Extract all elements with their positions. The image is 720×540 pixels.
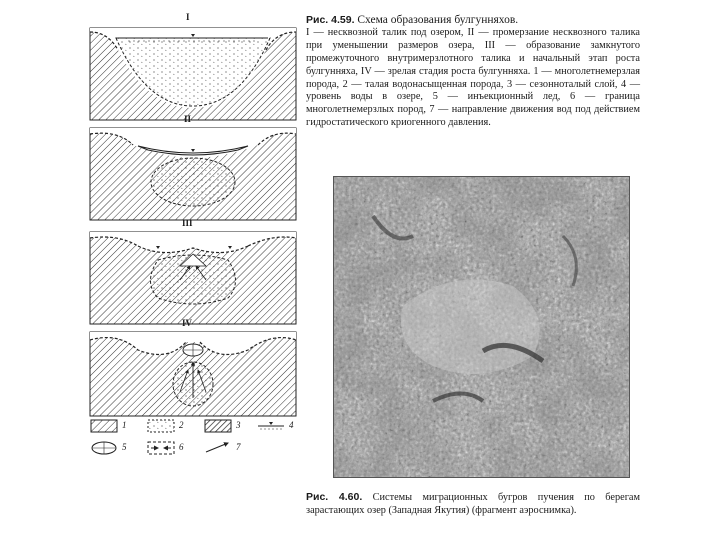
caption-number: Рис. 4.59. — [306, 14, 355, 26]
legend-label-5: 5 — [122, 442, 127, 452]
legend-label-1: 1 — [122, 420, 127, 430]
panel-i — [90, 28, 296, 120]
figure-4-59-caption — [306, 14, 640, 130]
panel-label-ii: II — [184, 114, 192, 124]
aerial-photo-texture — [333, 176, 630, 478]
legend-label-7: 7 — [236, 442, 241, 452]
panel-label-iii: III — [182, 218, 193, 228]
legend-label-6: 6 — [179, 442, 184, 452]
panel-iv — [90, 332, 296, 416]
caption2-body: Системы миграционных бугров пучения по берегам зарастающих озер (Западная Якутия) (фрагмент аэроснимка). — [306, 492, 640, 516]
panel-iii — [90, 232, 296, 324]
bulgunnyakh-schematic — [88, 10, 300, 490]
caption-title: Схема образования булгунняхов. — [357, 14, 519, 26]
figure-4-59-diagram — [88, 10, 300, 490]
caption-heading — [306, 14, 640, 27]
panel-label-iv: IV — [182, 318, 193, 328]
legend-label-3: 3 — [236, 420, 241, 430]
legend-label-4: 4 — [289, 420, 294, 430]
caption2-number: Рис. 4.60. — [306, 491, 363, 503]
caption-body: I — несквозной талик под озером, II — промерзание несквозного талика при уменьшении размеров озера, III — образование замкнутого промежуточного внутримерзлотного талика и начальный этап роста булгунняха, IV — зрелая стадия роста булгунняха. 1 — многолетнемерзлая порода, 2 — талая водонасыщенная порода, 3 — сезонноталый слой, 4 — уровень воды в озере, 5 — инъекционный лед, 6 — граница многолетнемерзлых пород, 7 — направление движения вод под действием гидростатического криогенного давления. — [306, 26, 640, 129]
legend-label-2: 2 — [179, 420, 184, 430]
panel-label-i: I — [186, 12, 190, 22]
panel-ii — [90, 128, 296, 220]
figure-4-60-caption — [306, 491, 640, 517]
legend-swatches — [91, 420, 284, 454]
aerial-photo — [333, 176, 630, 478]
